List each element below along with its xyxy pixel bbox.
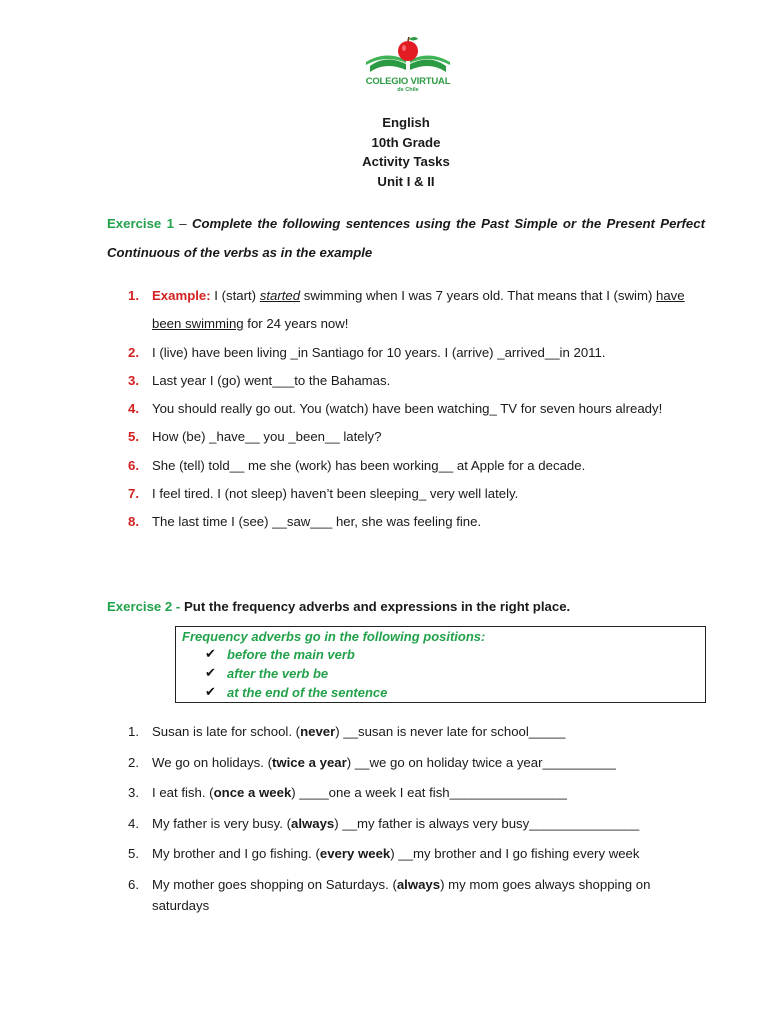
frequency-adverb: always bbox=[291, 815, 335, 831]
item-text: Last year I (go) went___to the Bahamas. bbox=[152, 372, 391, 388]
frequency-adverb: always bbox=[396, 876, 441, 892]
list-item bbox=[128, 752, 688, 773]
list-item bbox=[128, 721, 688, 742]
item-text: I feel tired. I (not sleep) haven’t been sleeping_ very well lately. bbox=[152, 486, 519, 502]
list-item bbox=[128, 339, 708, 367]
exercise-1-dash: – bbox=[173, 216, 192, 231]
frequency-adverb: every week bbox=[319, 846, 391, 861]
exercise-1-list bbox=[128, 282, 708, 537]
example-text-part: for 24 years now! bbox=[243, 316, 349, 332]
list-item bbox=[128, 395, 708, 423]
exercise-1-label: Exercise 1 bbox=[107, 216, 174, 231]
apple-book-icon bbox=[362, 36, 454, 80]
item-number: 5. bbox=[128, 846, 139, 861]
item-text: My brother and I go fishing. ( bbox=[152, 846, 320, 861]
list-item bbox=[128, 508, 708, 536]
item-number: 6. bbox=[128, 457, 139, 473]
frequency-adverb: once a week bbox=[213, 785, 292, 800]
checkmark-icon: ✔ bbox=[205, 665, 216, 680]
item-number: 2. bbox=[128, 754, 139, 770]
list-item bbox=[128, 843, 688, 864]
item-number: 8. bbox=[128, 514, 139, 530]
list-item bbox=[128, 874, 688, 916]
exercise-2-list bbox=[128, 721, 688, 925]
example-answer-have-been-swimming: have been swimming bbox=[152, 288, 685, 332]
item-text: I eat fish. ( bbox=[152, 785, 214, 800]
item-text: I (live) have been living _in Santiago for 10 years. I (arrive) _arrived__in 2011. bbox=[152, 344, 606, 360]
example-text-part: I (start) bbox=[210, 288, 260, 303]
logo-school-name: COLEGIO VIRTUAL bbox=[365, 76, 451, 87]
list-item bbox=[128, 813, 688, 834]
list-item bbox=[128, 367, 708, 395]
item-answer: ) __my brother and I go fishing every week bbox=[390, 846, 640, 861]
item-text: She (tell) told__ me she (work) has been working__ at Apple for a decade. bbox=[152, 457, 586, 473]
activity-title: Activity Tasks bbox=[362, 154, 450, 169]
list-item bbox=[128, 480, 708, 508]
item-number: 4. bbox=[128, 815, 139, 831]
frequency-adverbs-box bbox=[175, 626, 706, 703]
item-number: 3. bbox=[128, 785, 139, 800]
grade-title: 10th Grade bbox=[371, 134, 441, 150]
exercise-2-label: Exercise 2 - bbox=[107, 599, 181, 614]
item-answer: ) __my father is always very busy_______________ bbox=[334, 815, 640, 831]
item-answer: ) ____one a week I eat fish________________ bbox=[291, 785, 567, 800]
example-answer-started: started bbox=[259, 288, 301, 303]
item-text: How (be) _have__ you _been__ lately? bbox=[152, 429, 382, 445]
example-label: Example: bbox=[152, 288, 211, 303]
list-item bbox=[128, 423, 708, 451]
list-item bbox=[128, 282, 708, 339]
exercise-2-instruction: Put the frequency adverbs and expressions in the right place. bbox=[180, 599, 571, 614]
frequency-adverb: never bbox=[300, 724, 336, 739]
exercise-1-heading bbox=[107, 209, 705, 267]
item-text: We go on holidays. ( bbox=[152, 754, 272, 770]
exercise-1-instruction: Complete the following sentences using the Past Simple or the Present Perfect Continuous of the verbs as in the example bbox=[107, 216, 705, 260]
item-number: 3. bbox=[128, 372, 139, 388]
item-number: 4. bbox=[128, 401, 139, 417]
example-text-part: swimming when I was 7 years old. That means that I (swim) bbox=[300, 288, 657, 303]
box-point: at the end of the sentence bbox=[227, 685, 388, 700]
box-heading: Frequency adverbs go in the following positions: bbox=[182, 629, 486, 644]
item-answer: ) my mom goes always shopping on saturdays bbox=[152, 876, 651, 913]
unit-title: Unit I & II bbox=[377, 173, 435, 189]
list-item bbox=[128, 782, 688, 803]
item-number: 1. bbox=[128, 724, 139, 739]
item-text: My father is very busy. ( bbox=[152, 815, 291, 831]
item-answer: ) __susan is never late for school_____ bbox=[335, 724, 566, 739]
subject-title: English bbox=[382, 115, 430, 130]
school-logo bbox=[362, 36, 454, 98]
checkmark-icon: ✔ bbox=[205, 646, 216, 661]
frequency-adverb: twice a year bbox=[271, 754, 347, 770]
logo-subtitle: de Chile bbox=[397, 87, 419, 93]
list-item bbox=[128, 452, 708, 480]
item-number: 7. bbox=[128, 486, 139, 502]
item-number: 1. bbox=[128, 288, 139, 303]
item-number: 2. bbox=[128, 344, 139, 360]
checkmark-icon: ✔ bbox=[205, 684, 216, 699]
box-point: after the verb be bbox=[227, 666, 329, 681]
item-answer: ) __we go on holiday twice a year__________ bbox=[346, 754, 616, 770]
item-text: You should really go out. You (watch) have been watching_ TV for seven hours already! bbox=[152, 401, 663, 417]
item-number: 6. bbox=[128, 876, 139, 892]
item-text: Susan is late for school. ( bbox=[152, 724, 301, 739]
exercise-2-heading bbox=[107, 597, 705, 617]
box-point: before the main verb bbox=[227, 647, 355, 662]
item-number: 5. bbox=[128, 429, 139, 445]
item-text: The last time I (see) __saw___ her, she was feeling fine. bbox=[152, 514, 482, 530]
document-header bbox=[256, 113, 556, 191]
item-text: My mother goes shopping on Saturdays. ( bbox=[152, 876, 397, 892]
